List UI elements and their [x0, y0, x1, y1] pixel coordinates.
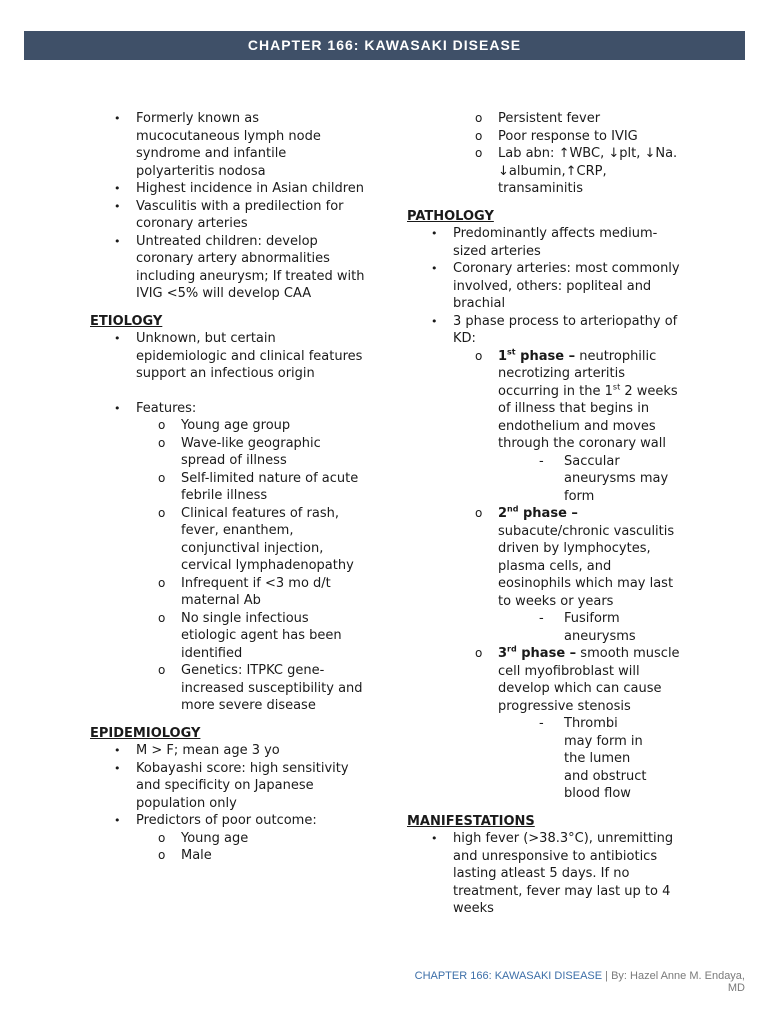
list-item-text: Saccular aneurysms may form	[564, 453, 669, 504]
list-item-text: Male	[181, 848, 212, 863]
circle-marker: o	[475, 111, 483, 125]
list-item-text: Wave-like geographic spread of illness	[181, 435, 321, 468]
bullet-marker: •	[114, 234, 121, 248]
sub-list-item	[407, 128, 687, 146]
sub-list-item	[90, 847, 365, 865]
bullet-marker: •	[431, 832, 438, 845]
bullet-marker: •	[431, 227, 438, 240]
list-item	[407, 260, 687, 313]
list-item	[90, 400, 365, 418]
phase-text: smooth muscle cell myofibroblast will develop which can cause progressive stenosis	[498, 646, 680, 714]
phase-ordinal: rd	[507, 644, 517, 654]
circle-marker: o	[158, 435, 166, 450]
phase-text: neutrophilic necrotizing arteritis occurring in the 1	[498, 348, 657, 399]
bullet-marker: •	[114, 332, 121, 345]
list-item	[407, 225, 687, 260]
right-column	[407, 110, 687, 918]
list-item	[407, 313, 687, 348]
circle-marker: o	[475, 146, 483, 160]
circle-marker: o	[475, 506, 483, 520]
list-item-text: Clinical features of rash, fever, enanthem, conjunctival injection, cervical lymphadenopathy	[181, 505, 354, 573]
list-item-text: Persistent fever	[498, 111, 601, 126]
list-item	[90, 180, 365, 198]
bullet-marker: •	[114, 744, 121, 757]
list-item-text: Formerly known as mucocutaneous lymph node syndrome and infantile polyarteritis nodosa	[136, 111, 321, 179]
sub-list-item	[90, 505, 365, 575]
bullet-marker: •	[431, 262, 438, 275]
list-item	[407, 830, 687, 918]
phase-title: phase –	[515, 348, 576, 364]
bullet-marker: •	[114, 182, 121, 195]
list-item-text: No single infectious etiologic agent has been identified	[181, 610, 342, 661]
list-item-text: Young age	[181, 830, 249, 846]
circle-marker: o	[158, 575, 166, 590]
list-item-text: 3 phase process to arteriopathy of KD:	[453, 313, 678, 346]
phase-title: phase –	[518, 506, 578, 521]
bullet-marker: •	[114, 401, 121, 415]
sub-list-item	[90, 575, 365, 610]
list-item-text: Genetics: ITPKC gene-increased susceptibility and more severe disease	[181, 663, 363, 713]
dash-marker: -	[539, 716, 544, 731]
circle-marker: o	[475, 128, 483, 143]
circle-marker: o	[475, 348, 483, 363]
circle-marker: o	[158, 610, 166, 625]
list-item-text: Coronary arteries: most commonly involved, others: popliteal and brachial	[453, 261, 680, 311]
list-item-text: Infrequent if <3 mo d/t maternal Ab	[181, 575, 331, 608]
list-item-text: Untreated children: develop coronary artery abnormalities including aneurysm; If treated with IVIG <5% will develop CAA	[136, 233, 365, 301]
phase-number: 3	[498, 646, 508, 661]
dash-item	[407, 715, 687, 803]
footer-author: By: Hazel Anne M. Endaya, MD	[611, 970, 745, 994]
phase-2-item	[407, 505, 687, 610]
phase-1-item	[407, 348, 687, 453]
list-item	[90, 760, 365, 813]
list-item	[90, 812, 365, 830]
phase-title: phase –	[516, 646, 577, 661]
page-footer	[400, 970, 745, 994]
left-column	[90, 110, 365, 865]
list-item-text: Predictors of poor outcome:	[136, 813, 317, 828]
dash-marker: -	[539, 453, 544, 469]
list-item	[90, 110, 365, 180]
bullet-marker: •	[431, 314, 438, 328]
footer-separator: |	[602, 970, 612, 982]
sub-list-item	[90, 435, 365, 470]
list-item	[90, 198, 365, 233]
list-item-text: Vasculitis with a predilection for coronary arteries	[136, 198, 344, 231]
chapter-title-banner: CHAPTER 166: KAWASAKI DISEASE	[24, 31, 745, 60]
bullet-marker: •	[114, 112, 121, 125]
circle-marker: o	[158, 830, 166, 845]
circle-marker: o	[158, 505, 166, 520]
list-item-text: Young age group	[181, 418, 291, 433]
list-item-text: Unknown, but certain epidemiologic and clinical features support an infectious origin	[136, 331, 363, 381]
sub-list-item	[407, 145, 687, 198]
sub-list-item	[90, 662, 365, 715]
phase-3-item	[407, 645, 687, 715]
list-item-text: high fever (>38.3°C), unremitting and unresponsive to antibiotics lasting atleast 5 days. If no treatment, fever may last up to 4 weeks	[453, 831, 674, 916]
sub-list-item	[90, 610, 365, 663]
list-item-text: Kobayashi score: high sensitivity and specificity on Japanese population only	[136, 760, 349, 811]
phase-number: 1	[498, 348, 508, 364]
list-item-text: M > F; mean age 3 yo	[136, 743, 280, 758]
circle-marker: o	[475, 646, 483, 660]
sub-list-item	[407, 110, 687, 128]
features-label: Features:	[136, 400, 197, 416]
footer-chapter-title: CHAPTER 166: KAWASAKI DISEASE	[414, 970, 603, 982]
list-item-text: Highest incidence in Asian children	[136, 181, 365, 196]
dash-marker: -	[539, 611, 544, 626]
phase-text: 2 weeks of illness that begins in endothelium and moves through the coronary wall	[498, 383, 678, 451]
list-item-text: Thrombi may form in the lumen and obstruct blood flow	[564, 716, 647, 801]
circle-marker: o	[158, 470, 166, 485]
bullet-marker: •	[114, 761, 121, 775]
list-item	[90, 742, 365, 760]
list-item-text: Predominantly affects medium-sized arteries	[453, 226, 658, 259]
list-item	[90, 330, 365, 383]
list-item-text: Self-limited nature of acute febrile illness	[181, 470, 359, 503]
phase-ordinal: nd	[507, 504, 519, 514]
circle-marker: o	[158, 848, 166, 862]
circle-marker: o	[158, 418, 166, 432]
list-item-text: Poor response to IVIG	[498, 128, 638, 144]
list-item-text: Fusiform aneurysms	[564, 611, 636, 644]
phase-ordinal: st	[507, 347, 516, 357]
sub-list-item	[90, 470, 365, 505]
list-item-text: Lab abn: ↑WBC, ↓plt, ↓Na. ↓albumin,↑CRP, transaminitis	[498, 146, 678, 196]
sub-list-item	[90, 417, 365, 435]
manifestations-heading: MANIFESTATIONS	[407, 813, 535, 829]
phase-text: subacute/chronic vasculitis driven by lymphocytes, plasma cells, and eosinophils which may last to weeks or years	[498, 523, 675, 609]
dash-item	[407, 453, 687, 506]
pathology-heading: PATHOLOGY	[407, 208, 494, 224]
phase-number: 2	[498, 506, 508, 521]
dash-item	[407, 610, 687, 645]
etiology-heading: ETIOLOGY	[90, 313, 163, 329]
circle-marker: o	[158, 663, 166, 677]
bullet-marker: •	[114, 814, 121, 827]
phase-text-ordinal: st	[612, 382, 621, 392]
list-item	[90, 233, 365, 303]
bullet-marker: •	[114, 199, 121, 213]
epidemiology-heading: EPIDEMIOLOGY	[90, 725, 201, 741]
sub-list-item	[90, 830, 365, 848]
